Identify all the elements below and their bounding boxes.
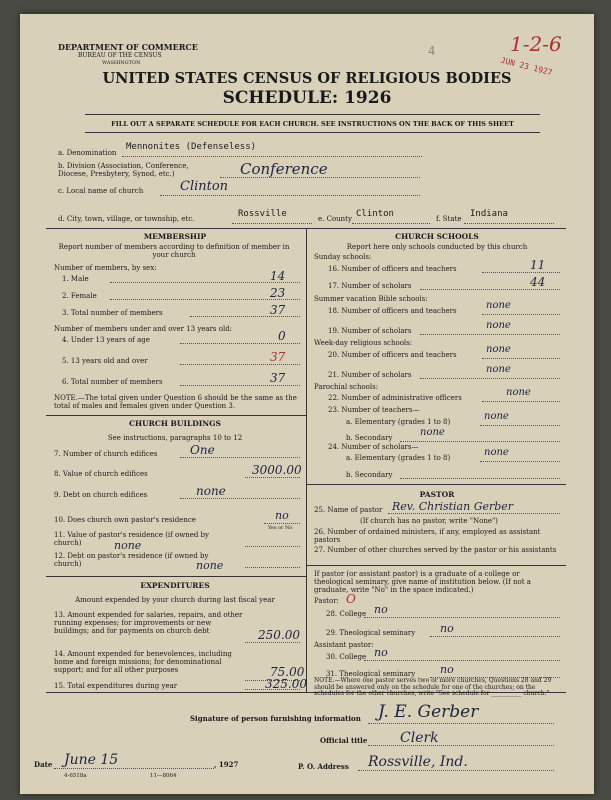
signature-value: J. E. Gerber bbox=[378, 702, 479, 722]
corner-code: 1-2-6 bbox=[510, 32, 562, 56]
local-name-label: c. Local name of church bbox=[58, 187, 144, 195]
yes-or-no-hint: Yes or No bbox=[268, 525, 293, 531]
signature-label: Signature of person furnishing information bbox=[190, 714, 361, 723]
q9-value: none bbox=[196, 484, 226, 498]
summer-schools-label: Summer vacation Bible schools: bbox=[314, 295, 428, 303]
q2-label: 2. Female bbox=[62, 292, 97, 300]
q8-value: 3000.00 bbox=[252, 463, 302, 477]
date-year: , 1927 bbox=[214, 760, 239, 769]
q12-value: none bbox=[196, 559, 224, 572]
q17-value: 44 bbox=[530, 275, 546, 289]
form-number: 11—8064 bbox=[150, 773, 177, 779]
official-title-label: Official title bbox=[320, 736, 368, 745]
form-code: 4-6518a bbox=[64, 773, 87, 779]
q1-value: 14 bbox=[270, 269, 286, 283]
q4-label: 4. Under 13 years of age bbox=[62, 336, 150, 344]
received-date-stamp: JUN 23 1927 bbox=[499, 55, 554, 78]
q23b-label: b. Secondary bbox=[346, 434, 393, 442]
graduate-instruction: If pastor (or assistant pastor) is a graduate of a college or theological seminary, give name of institution below. (If not a graduate, write "No" in the space indicated.) bbox=[314, 570, 531, 594]
parochial-schools-label: Parochial schools: bbox=[314, 383, 379, 391]
q22-label: 22. Number of administrative officers bbox=[328, 394, 462, 402]
q20-value: none bbox=[486, 344, 511, 355]
denomination-label: a. Denomination bbox=[58, 149, 117, 157]
sunday-schools-label: Sunday schools: bbox=[314, 253, 372, 261]
denomination-value: Mennonites (Defenseless) bbox=[126, 142, 257, 152]
q23a-label: a. Elementary (grades 1 to 8) bbox=[346, 418, 451, 426]
q30-value: no bbox=[374, 646, 388, 659]
q24a-label: a. Elementary (grades 1 to 8) bbox=[346, 454, 451, 462]
buildings-subtitle: See instructions, paragraphs 10 to 12 bbox=[107, 434, 243, 442]
local-name-value: Clinton bbox=[180, 179, 229, 194]
q6-label: 6. Total number of members bbox=[62, 378, 163, 386]
q8-label: 8. Value of church edifices bbox=[54, 470, 148, 478]
official-title-value: Clerk bbox=[400, 730, 439, 746]
membership-title: MEMBERSHIP bbox=[143, 232, 207, 241]
state-label: f. State bbox=[436, 215, 462, 223]
q14-value: 75.00 bbox=[270, 665, 305, 679]
q7-value: One bbox=[190, 443, 215, 457]
schools-subtitle: Report here only schools conducted by this church bbox=[346, 243, 528, 251]
county-label: e. County bbox=[318, 215, 352, 223]
state-value: Indiana bbox=[470, 209, 508, 219]
q16-value: 11 bbox=[530, 258, 546, 272]
po-address-label: P. O. Address bbox=[298, 762, 349, 771]
q16-label: 16. Number of officers and teachers bbox=[328, 265, 457, 273]
division-label: b. Division (Association, Conference, Diocese, Presbytery, Synod, etc.) bbox=[58, 162, 189, 178]
q31-label: 31. Theological seminary bbox=[326, 670, 416, 678]
assistant-pastor-subhead: Assistant pastor: bbox=[314, 641, 374, 649]
q15-value: 325.00 bbox=[265, 677, 307, 691]
county-value: Clinton bbox=[356, 209, 394, 219]
city-label: d. City, town, village, or township, etc. bbox=[58, 215, 195, 223]
q9-label: 9. Debt on church edifices bbox=[54, 491, 148, 499]
date-value: June 15 bbox=[64, 752, 119, 768]
q24b-label: b. Secondary bbox=[346, 471, 393, 479]
q10-label: 10. Does church own pastor's residence bbox=[54, 516, 196, 524]
q15-label: 15. Total expenditures during year bbox=[54, 682, 178, 690]
census-schedule-sheet: DEPARTMENT OF COMMERCE BUREAU OF THE CENSUS WASHINGTON 4 JUN 23 1927 1-2-6 UNITED STATES CENSUS OF RELIGIOUS BODIES SCHEDULE: 1926 FILL OUT A SEPARATE SCHEDULE FOR EACH CHURCH. SEE INSTRUCTIONS ON THE BACK OF THIS SHEET a. Denomination Mennonites (Defenseless) b. Division (Association, Conference, Diocese, Presbytery, Synod, etc.) Conference c. Local name of church Clinton d. City, town, village, or township, etc. Rossville e. County Clinton f. State Indiana MEMBERSHIP Report number of members according to definition of member in your church Number of members, by sex: 1. Male 14 2. Female 23 3. Total number of members 37 Number of members under and over 13 years old: 4. Under 13 years of age 0 5. 13 years old and over 37 6. Total number of members 37 NOTE.—The total given under Question 6 should be the same as the total of males and females given under Question 3. CHURCH BUILDINGS See instructions, paragraphs 10 to 12 7. Number of church edifices One 8. Value of church edifices 3000.00 9. Debt on church edifices none 10. Does church own pastor's residence no Yes or No 11. Value of pastor's residence (if owned by church) none 12. Debt on pastor's residence (if owned by church) none EXPENDITURES Amount expended by your church during last fiscal year 13. Amount expended for salaries, repairs, and other running expenses; for improvements or new buildings; and for payments on church debt 250.00 14. Amount expended for benevolences, including home and foreign missions; for denominational support; and for all other purposes 75.00 15. Total expenditures during year 325.00 CHURCH SCHOOLS Report here only schools conducted by this church Sunday schools: 16. Number of officers and teachers 11 17. Number of scholars 44 Summer vacation Bible schools: 18. Number of officers and teachers none 19. Number of scholars none Week-day religious schools: 20. Number of officers and teachers none 21. Number of scholars none Parochial schools: 22. Number of administrative officers none 23. Number of teachers— a. Elementary (grades 1 to 8) none b. Secondary none 24. Number of scholars— a. Elementary (grades 1 to 8) none b. Secondary PASTOR 25. Name of pastor Rev. Christian Gerber (If church has no pastor, write "None") 26. Number of ordained ministers, if any, employed as assistant pastors 27. Number of other churches served by the pastor or his assistants If pastor (or assistant pastor) is a graduate of a college or theological seminary, give name of institution below. (If not a graduate, write "No" in the space indicated.) Pastor: O 28. College no 29. Theological seminary no Assistant pastor: 30. College no 31. Theological seminary no NOTE.—Where one pastor serves two or more churches, Questions 28 and 29 should be answered only on the schedule for one of the churches; on the schedules for the other churches, write "See schedule for __________ church." Signature of person furnishing information J. E. Gerber Official title Clerk Date June 15 , 1927 P. O. Address Rossville, Ind. 4-6518a 11—8064 bbox=[20, 14, 594, 794]
division-value: Conference bbox=[240, 160, 328, 178]
q30-label: 30. College bbox=[326, 653, 367, 661]
stamp-number: 4 bbox=[428, 44, 436, 58]
q14-label: 14. Amount expended for benevolences, including home and foreign missions; for denominational support; and for all other purposes bbox=[54, 650, 232, 674]
q5-value: 37 bbox=[270, 350, 286, 364]
q29-label: 29. Theological seminary bbox=[326, 629, 416, 637]
q26-label: 26. Number of ordained ministers, if any, employed as assistant pastors bbox=[314, 528, 541, 544]
form-title: UNITED STATES CENSUS OF RELIGIOUS BODIES bbox=[102, 70, 512, 87]
schedule-year: SCHEDULE: 1926 bbox=[222, 88, 392, 108]
q22-value: none bbox=[506, 387, 531, 398]
pastor-title: PASTOR bbox=[419, 490, 455, 499]
q6-value: 37 bbox=[270, 371, 286, 385]
bureau-city: WASHINGTON bbox=[102, 60, 141, 66]
bureau-name: BUREAU OF THE CENSUS bbox=[78, 52, 162, 59]
pastor-subhead: Pastor: bbox=[314, 597, 339, 605]
q17-label: 17. Number of scholars bbox=[328, 282, 412, 290]
q20-label: 20. Number of officers and teachers bbox=[328, 351, 457, 359]
q18-label: 18. Number of officers and teachers bbox=[328, 307, 457, 315]
q7-label: 7. Number of church edifices bbox=[54, 450, 158, 458]
q13-value: 250.00 bbox=[258, 628, 300, 642]
date-label: Date bbox=[34, 760, 53, 769]
q31-value: no bbox=[440, 663, 454, 676]
q3-label: 3. Total number of members bbox=[62, 309, 163, 317]
q25-value: Rev. Christian Gerber bbox=[392, 500, 514, 513]
q13-label: 13. Amount expended for salaries, repairs, and other running expenses; for improvements or new buildings; and for payments on church debt bbox=[54, 611, 243, 635]
q25-label: 25. Name of pastor bbox=[314, 506, 383, 514]
q23b-value: none bbox=[420, 427, 445, 438]
q5-label: 5. 13 years old and over bbox=[62, 357, 148, 365]
po-address-value: Rossville, Ind. bbox=[368, 754, 468, 770]
q12-label: 12. Debt on pastor's residence (if owned by church) bbox=[54, 552, 209, 568]
dept-name: DEPARTMENT OF COMMERCE bbox=[58, 42, 198, 52]
q11-value: none bbox=[114, 539, 142, 552]
q11-label: 11. Value of pastor's residence (if owned by church) bbox=[54, 531, 209, 547]
schools-title: CHURCH SCHOOLS bbox=[395, 232, 479, 241]
q27-label: 27. Number of other churches served by the pastor or his assistants bbox=[314, 546, 557, 554]
pastor-note: NOTE.—Where one pastor serves two or more churches, Questions 28 and 29 should be answered only on the schedule for one of the churches; on the schedules for the other churches, write "See schedule for __________ church." bbox=[314, 677, 552, 697]
q24a-value: none bbox=[484, 447, 509, 458]
expenditures-title: EXPENDITURES bbox=[140, 581, 210, 590]
q23a-value: none bbox=[484, 411, 509, 422]
q10-value: no bbox=[275, 509, 289, 522]
membership-note: NOTE.—The total given under Question 6 should be the same as the total of males and females given under Question 3. bbox=[54, 394, 297, 410]
q24-label: 24. Number of scholars— bbox=[328, 443, 419, 451]
city-value: Rossville bbox=[238, 209, 287, 219]
q25-note: (If church has no pastor, write "None") bbox=[360, 517, 498, 525]
weekday-schools-label: Week-day religious schools: bbox=[314, 339, 413, 347]
q29-value: no bbox=[440, 622, 454, 635]
q2-value: 23 bbox=[270, 286, 286, 300]
q18-value: none bbox=[486, 300, 511, 311]
q19-value: none bbox=[486, 320, 511, 331]
members-by-age-label: Number of members under and over 13 years old: bbox=[54, 325, 233, 333]
expenditures-subtitle: Amount expended by your church during last fiscal year bbox=[75, 596, 275, 604]
q3-value: 37 bbox=[270, 303, 286, 317]
q1-label: 1. Male bbox=[62, 275, 89, 283]
fill-instruction: FILL OUT A SEPARATE SCHEDULE FOR EACH CHURCH. SEE INSTRUCTIONS ON THE BACK OF THIS SHEET bbox=[111, 120, 514, 128]
q19-label: 19. Number of scholars bbox=[328, 327, 412, 335]
q28-value: no bbox=[374, 603, 388, 616]
q21-value: none bbox=[486, 364, 511, 375]
membership-subtitle: Report number of members according to definition of member in your church bbox=[58, 243, 290, 259]
q23-label: 23. Number of teachers— bbox=[328, 406, 420, 414]
q21-label: 21. Number of scholars bbox=[328, 371, 412, 379]
q28-label: 28. College bbox=[326, 610, 367, 618]
q4-value: 0 bbox=[278, 329, 286, 343]
members-by-sex-label: Number of members, by sex: bbox=[54, 264, 157, 272]
buildings-title: CHURCH BUILDINGS bbox=[129, 419, 221, 428]
